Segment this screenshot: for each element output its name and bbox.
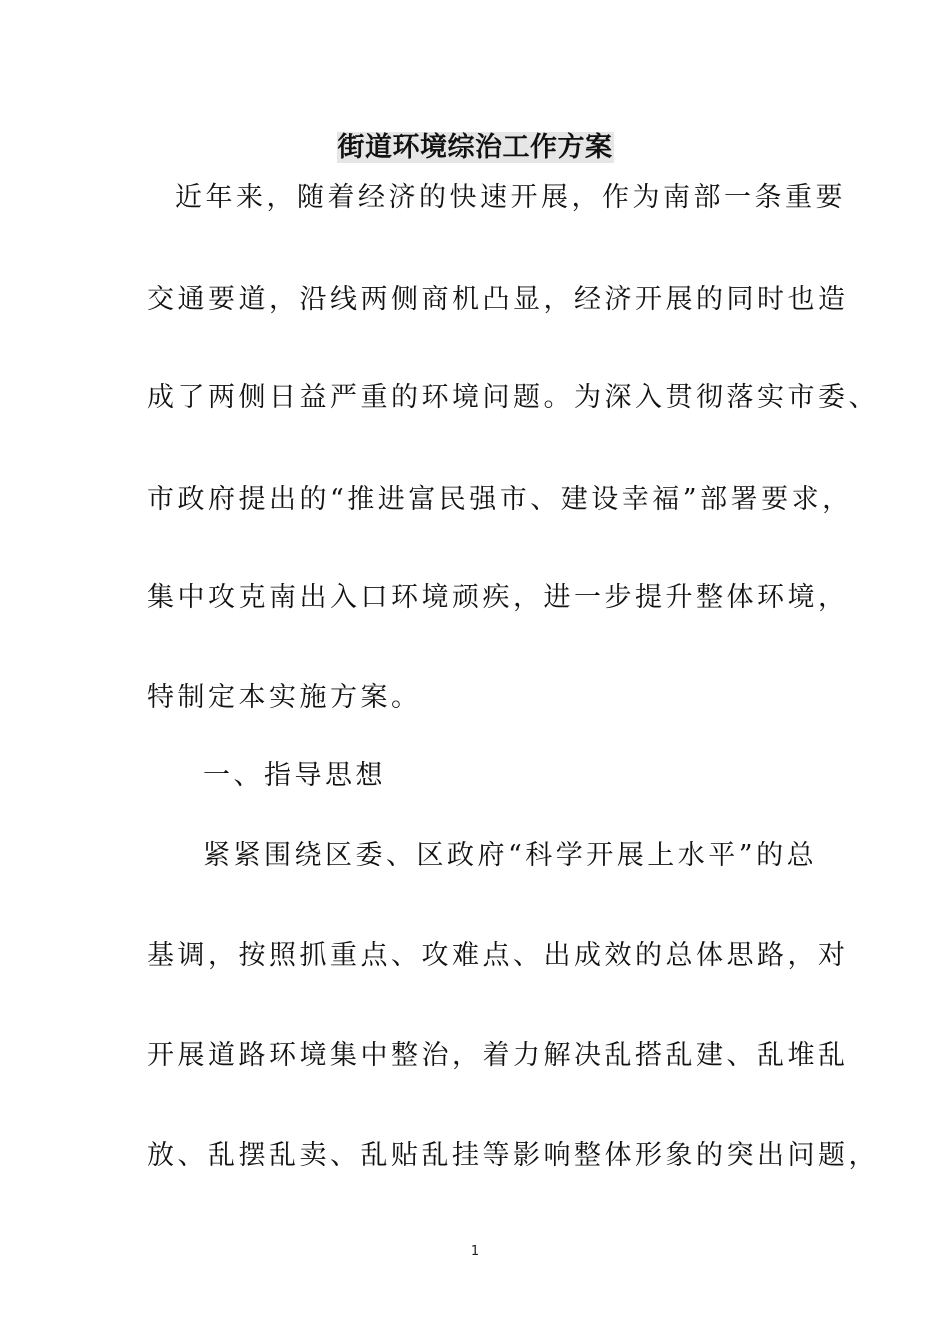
paragraph-line: 开展道路环境集中整治，着力解决乱搭乱建、乱堆乱 [147,1040,849,1071]
page-number: 1 [470,1244,480,1259]
paragraph-line: 成了两侧日益严重的环境问题。为深入贯彻落实市委、 [147,382,879,413]
paragraph-line: 集中攻克南出入口环境顽疾，进一步提升整体环境， [147,582,849,613]
paragraph-line: 紧紧围绕区委、区政府“科学开展上水平”的总 [203,840,818,871]
paragraph-line: 放、乱摆乱卖、乱贴乱挂等影响整体形象的突出问题， [147,1140,879,1171]
document-title [0,128,950,168]
paragraph-line: 近年来，随着经济的快速开展，作为南部一条重要 [175,182,846,213]
section-heading: 一、指导思想 [203,760,386,791]
document-title-text: 街道环境综治工作方案 [337,132,613,163]
paragraph-line: 市政府提出的“推进富民强市、建设幸福”部署要求， [147,484,853,515]
paragraph-line: 基调，按照抓重点、攻难点、出成效的总体思路，对 [147,940,849,971]
paragraph-line: 特制定本实施方案。 [147,682,422,713]
paragraph-line: 交通要道，沿线两侧商机凸显，经济开展的同时也造 [147,284,849,315]
